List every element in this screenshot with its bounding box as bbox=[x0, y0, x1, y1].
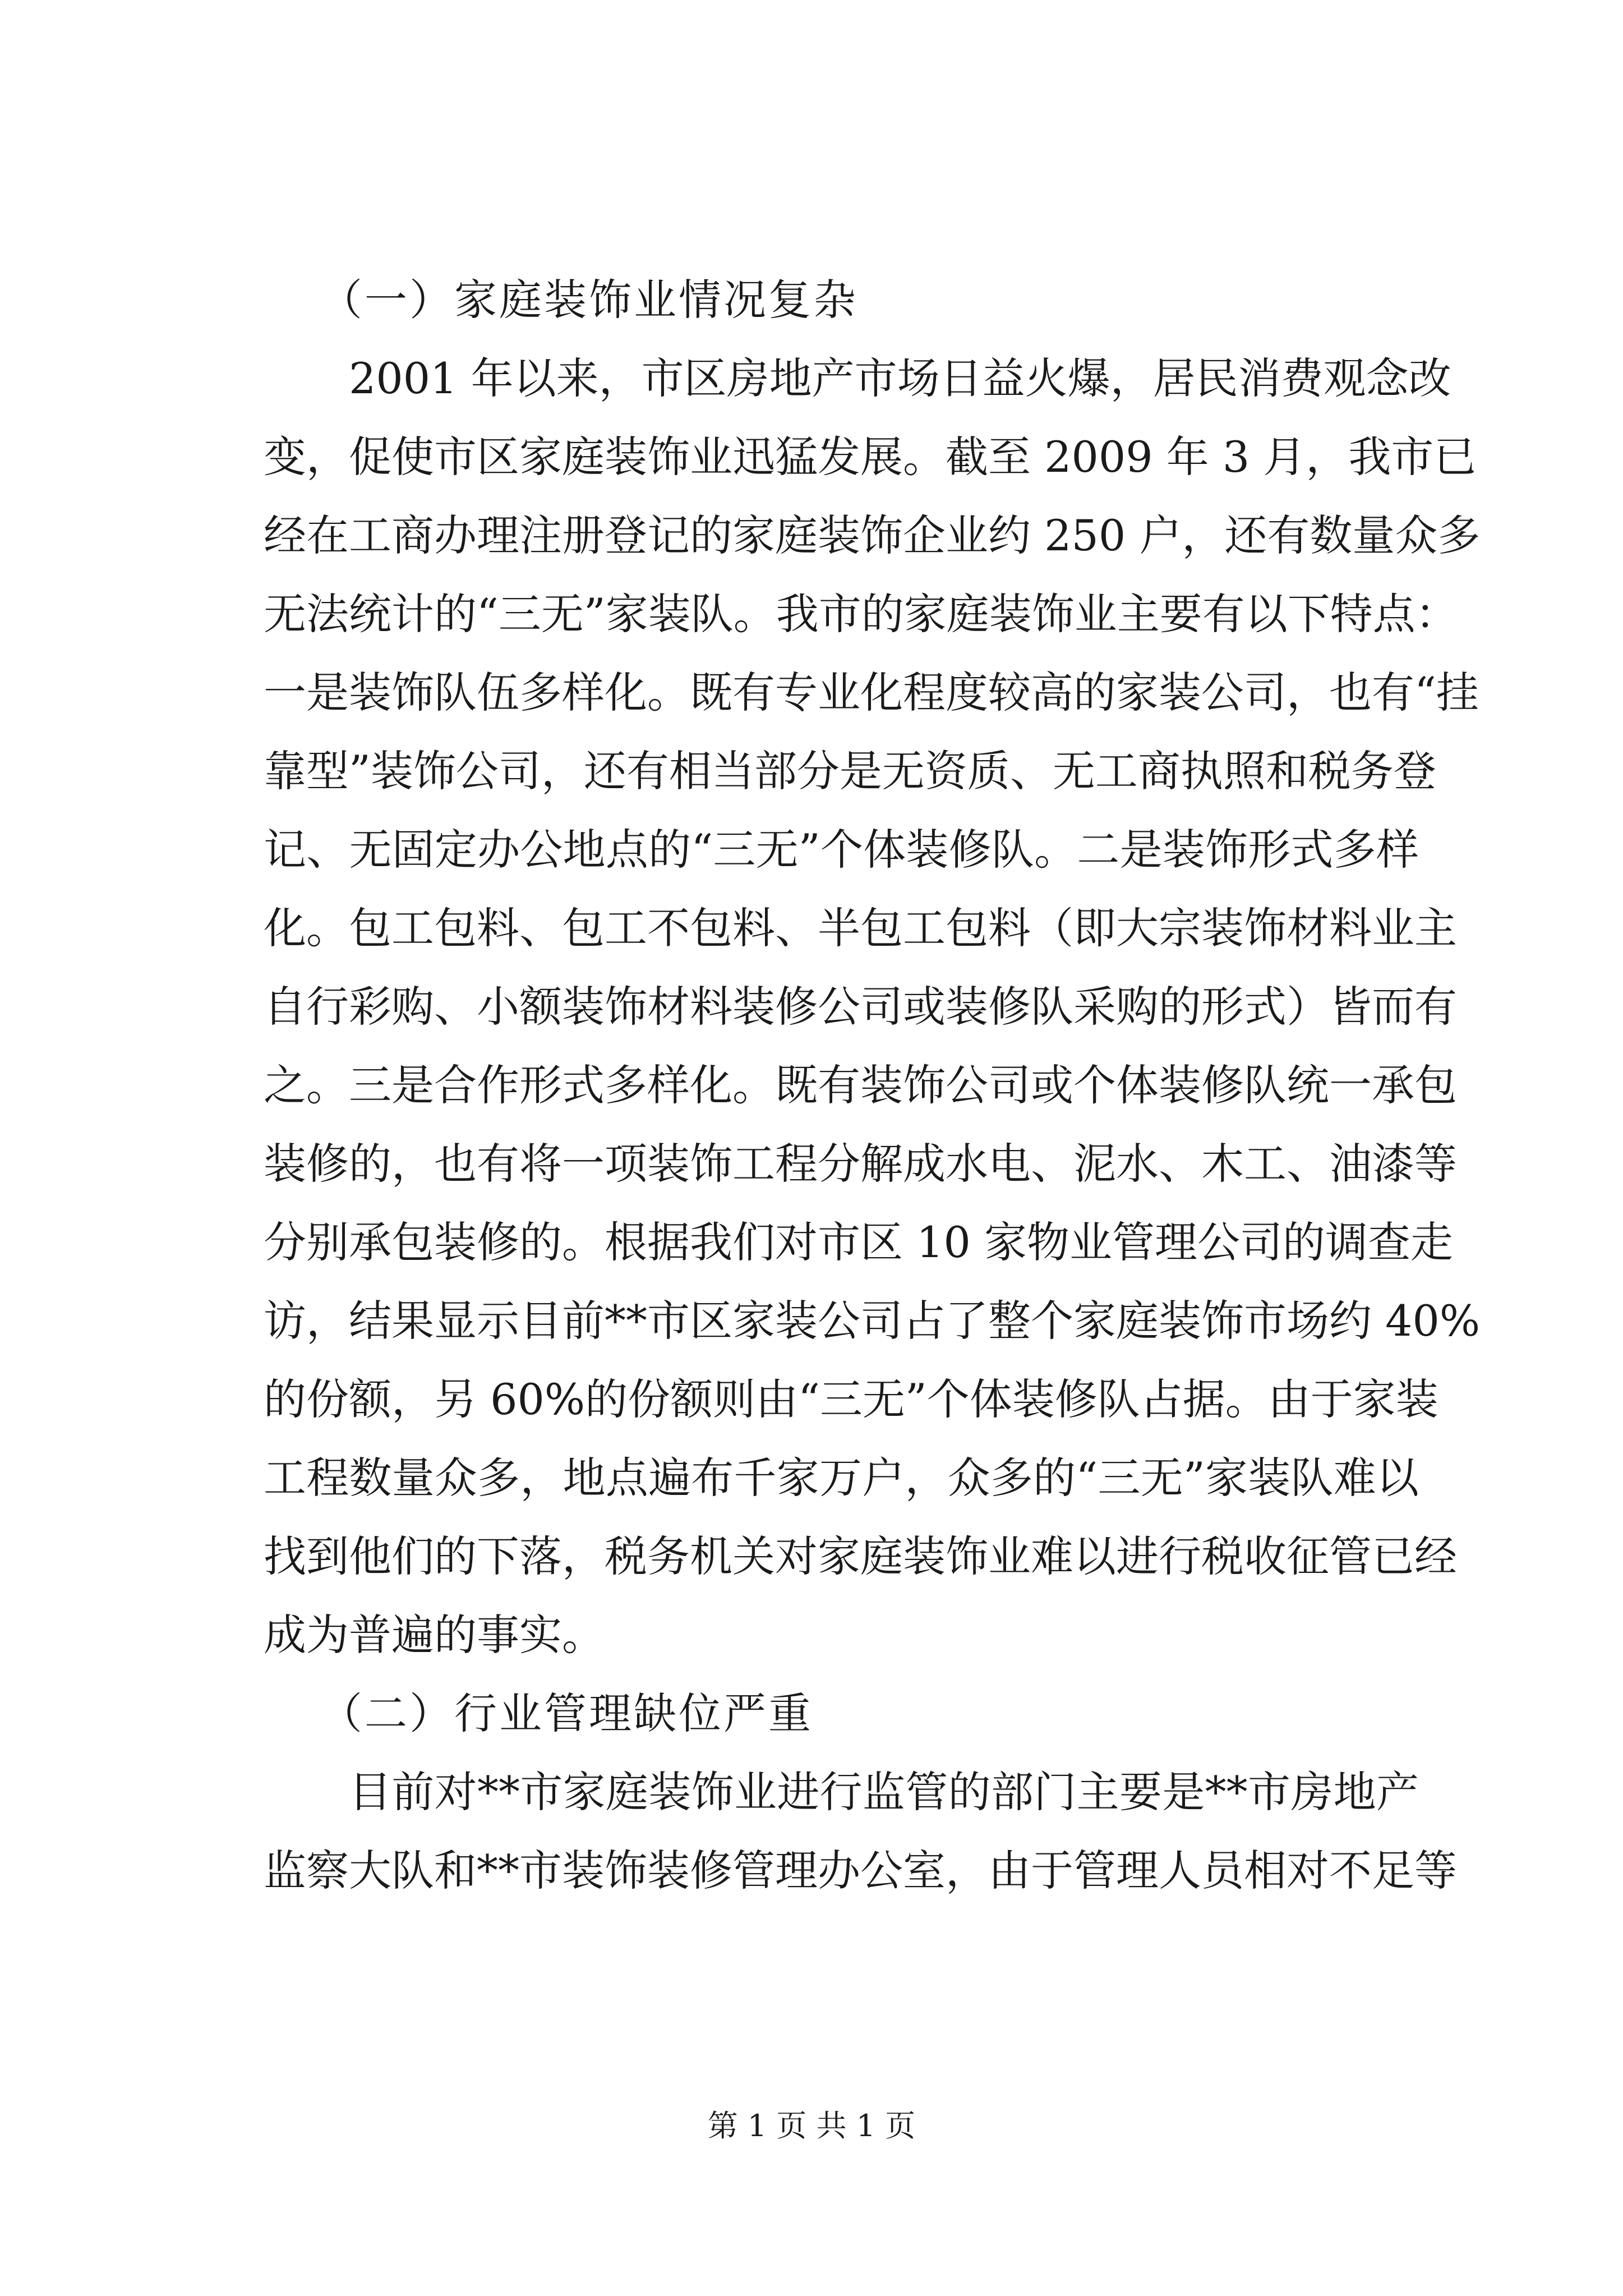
paragraph-line: 的份额，另 60%的份额则由“三无”个体装修队占据。由于家装 bbox=[264, 1374, 1438, 1424]
paragraph-line: 自行彩购、小额装饰材料装修公司或装修队采购的形式）皆而有 bbox=[264, 982, 1457, 1032]
paragraph-line: 成为普遍的事实。 bbox=[264, 1610, 605, 1660]
paragraph-line: 目前对**市家庭装饰业进行监管的部门主要是**市房地产 bbox=[349, 1767, 1419, 1817]
paragraph-line: 分别承包装修的。根据我们对市区 10 家物业管理公司的调查走 bbox=[264, 1217, 1454, 1267]
paragraph-line: 访，结果显示目前**市区家装公司占了整个家庭装饰市场约 40% bbox=[264, 1296, 1481, 1346]
paragraph-line: 化。包工包料、包工不包料、半包工包料（即大宗装饰材料业主 bbox=[264, 903, 1457, 953]
paragraph-line: 变，促使市区家庭装饰业迅猛发展。截至 2009 年 3 月，我市已 bbox=[264, 432, 1477, 482]
paragraph-line: 记、无固定办公地点的“三无”个体装修队。二是装饰形式多样 bbox=[264, 825, 1419, 875]
paragraph-line: 监察大队和**市装饰装修管理办公室，由于管理人员相对不足等 bbox=[264, 1846, 1457, 1895]
paragraph-line: 2001 年以来，市区房地产市场日益火爆，居民消费观念改 bbox=[349, 353, 1451, 403]
paragraph-line: 经在工商办理注册登记的家庭装饰企业约 250 户，还有数量众多 bbox=[264, 510, 1481, 560]
paragraph-line: 工程数量众多，地点遍布千家万户，众多的“三无”家装队难以 bbox=[264, 1453, 1419, 1503]
paragraph-line: 之。三是合作形式多样化。既有装饰公司或个体装修队统一承包 bbox=[264, 1060, 1457, 1110]
paragraph-line: 无法统计的“三无”家装队。我市的家庭装饰业主要有以下特点： bbox=[264, 589, 1458, 639]
section-heading-1: （一）家庭装饰业情况复杂 bbox=[320, 275, 858, 325]
section-heading-2: （二）行业管理缺位严重 bbox=[320, 1688, 813, 1738]
paragraph-line: 一是装饰队伍多样化。既有专业化程度较高的家装公司，也有“挂 bbox=[264, 668, 1479, 717]
paragraph-line: 找到他们的下落，税务机关对家庭装饰业难以进行税收征管已经 bbox=[264, 1531, 1457, 1581]
paragraph-line: 靠型”装饰公司，还有相当部分是无资质、无工商执照和税务登 bbox=[264, 746, 1436, 796]
paragraph-line: 装修的，也有将一项装饰工程分解成水电、泥水、木工、油漆等 bbox=[264, 1139, 1457, 1189]
page-footer: 第 1 页 共 1 页 bbox=[707, 2108, 916, 2143]
